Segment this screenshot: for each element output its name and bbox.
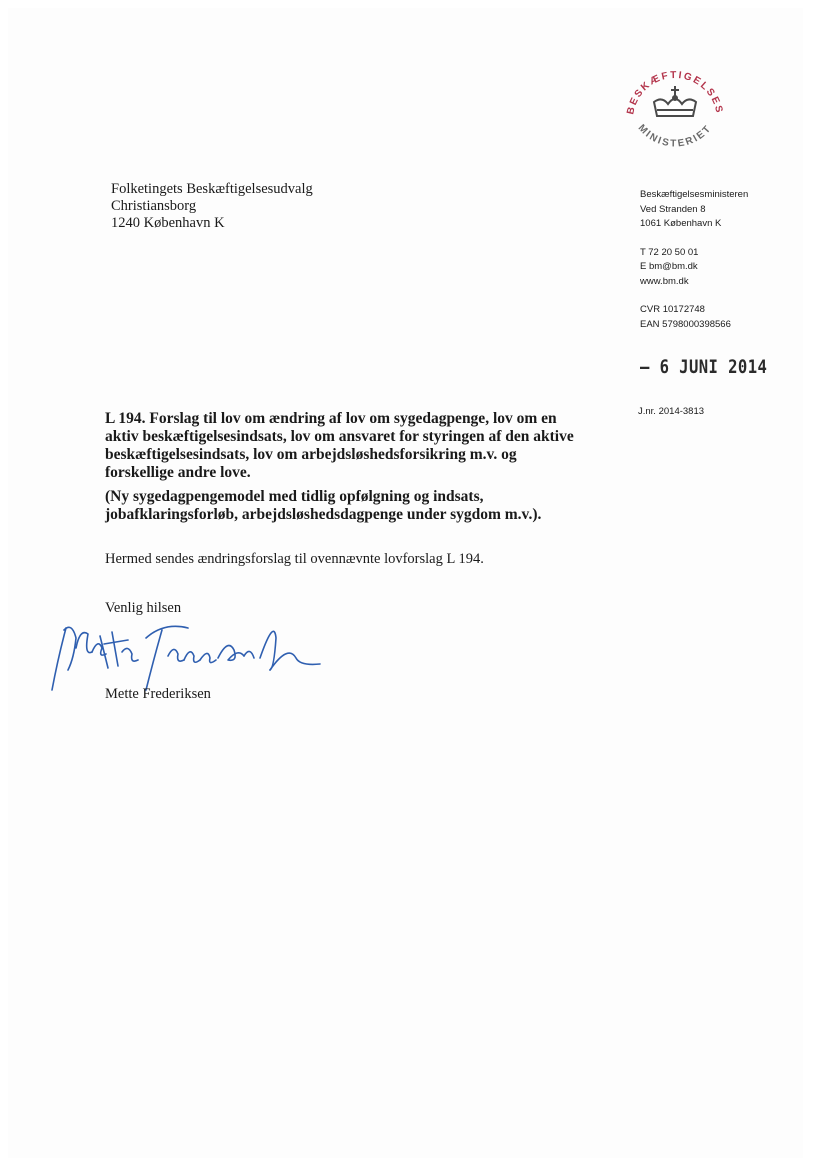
sender-city: 1061 København K <box>640 218 722 229</box>
crown-icon <box>654 86 696 116</box>
logo-bottom-text: MINISTERIET <box>635 122 715 150</box>
recipient-line: 1240 København K <box>111 215 225 231</box>
sender-ean: EAN 5798000398566 <box>640 318 731 330</box>
sender-details <box>640 188 748 332</box>
sender-cvr: CVR 10172748 <box>640 304 705 315</box>
recipient-line: Folketingets Beskæftigelsesudvalg <box>111 181 313 197</box>
sender-phone: T 72 20 50 01 <box>640 246 699 258</box>
recipient-line: Christiansborg <box>111 198 197 214</box>
letter-page <box>8 8 803 1158</box>
journal-number: J.nr. 2014-3813 <box>638 406 705 417</box>
ministry-logo <box>616 50 734 168</box>
subject-subtitle: (Ny sygedagpengemodel med tidlig opfølgning og indsats, jobafklaringsforløb, arbejdsløshedsdagpenge under sygdom m.v.). <box>105 488 542 523</box>
sender-street: Ved Stranden 8 <box>640 203 706 215</box>
sender-web: www.bm.dk <box>640 275 689 287</box>
sender-email: E bm@bm.dk <box>640 261 698 272</box>
date-stamp: – 6 JUNI 2014 <box>640 356 768 378</box>
svg-text:MINISTERIET <box>636 123 714 150</box>
subject-heading: L 194. Forslag til lov om ændring af lov om sygedagpenge, lov om en aktiv beskæftigelsesindsats, lov om ansvaret for styringen af den aktive beskæftigelsesindsats, lov om arbejdsløshedsforsikring m.v. og forskellige andre love. <box>105 410 574 481</box>
sender-name: Beskæftigelsesministeren <box>640 189 749 200</box>
body-text: Hermed sendes ændringsforslag til ovennævnte lovforslag L 194. <box>105 551 484 567</box>
handwritten-signature <box>38 608 328 698</box>
signer-name: Mette Frederiksen <box>105 686 211 702</box>
closing-greeting: Venlig hilsen <box>105 600 182 616</box>
recipient-address <box>111 181 313 232</box>
logo-arc-text: BESKÆFTIGELSES <box>625 69 725 116</box>
